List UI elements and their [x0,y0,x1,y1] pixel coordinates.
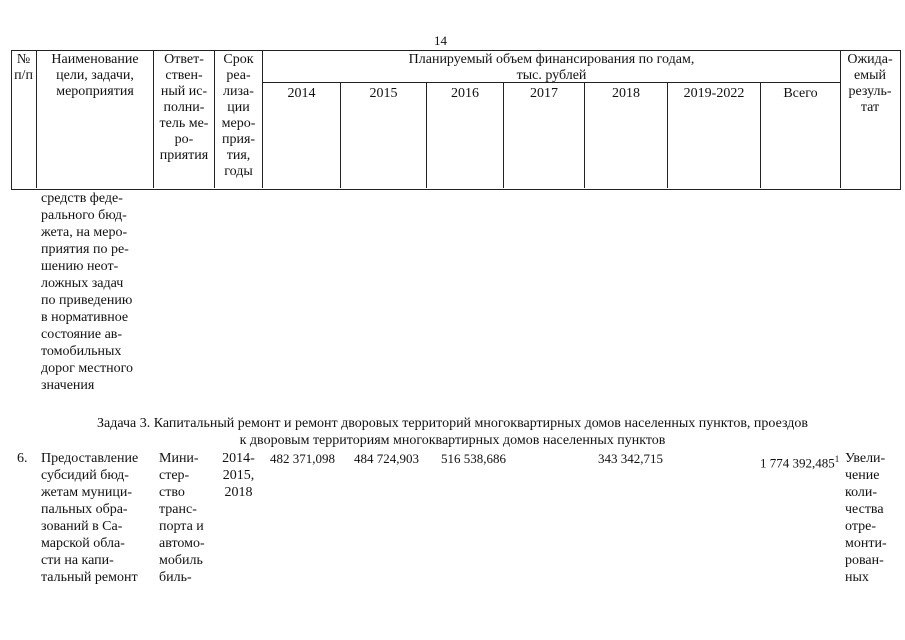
header-no: № п/п [14,52,33,83]
header-responsible: Ответ- ствен- ный ис- полни- тель ме- ро- приятия [159,52,209,163]
task-heading: Задача 3. Капитальный ремонт и ремонт дворовых территорий многоквартирных домов населенных пунктов, проездов [96,416,808,431]
row-term: 2014- 2015, 2018 [222,451,255,500]
footnote-mark: 1 [834,454,840,464]
value-total-number: 1 774 392,485 [760,455,835,471]
value-2018: 343 342,715 [598,451,663,466]
row-number: 6. [17,451,28,466]
value-total [760,451,839,471]
header-year: 2015 [369,86,398,101]
header-year: 2018 [612,86,640,101]
row-result: Увели- чение коли- чества отре- монти- рован- ных [845,451,887,585]
row-responsible: Мини- стер- ство транс- порта и автомо- мобиль биль- [159,451,205,585]
header-year: 2017 [530,86,558,101]
header-financing: Планируемый объем финансирования по годам, тыс. рублей [408,52,695,83]
header-term: Срок реа- лиза- ции меро- прия- тия, годы [221,52,256,179]
header-name: Наименование цели, задачи, мероприятия [51,52,139,99]
header-year: 2019-2022 [683,86,745,101]
task-heading: к дворовым территориям многоквартирных домов населенных пунктов [239,433,666,448]
header-total: Всего [783,86,818,101]
value-2014: 482 371,098 [270,451,335,466]
value-2015: 484 724,903 [354,451,419,466]
header-year: 2014 [287,86,316,101]
header-result: Ожида- емый резуль- тат [847,52,893,115]
row-name: Предоставление субсидий бюд- жетам муници- пальных обра- зований в Са- марской обла- сти на капи- тальный ремонт [41,451,139,585]
page-number: 14 [434,33,447,48]
continuation-text: средств феде- рального бюд- жета, на меро- приятия по ре- шению неот- ложных задач по приведению в нормативное состояние ав- томобильных дорог местного значения [41,191,134,393]
header-year: 2016 [451,86,479,101]
value-2016: 516 538,686 [441,451,506,466]
